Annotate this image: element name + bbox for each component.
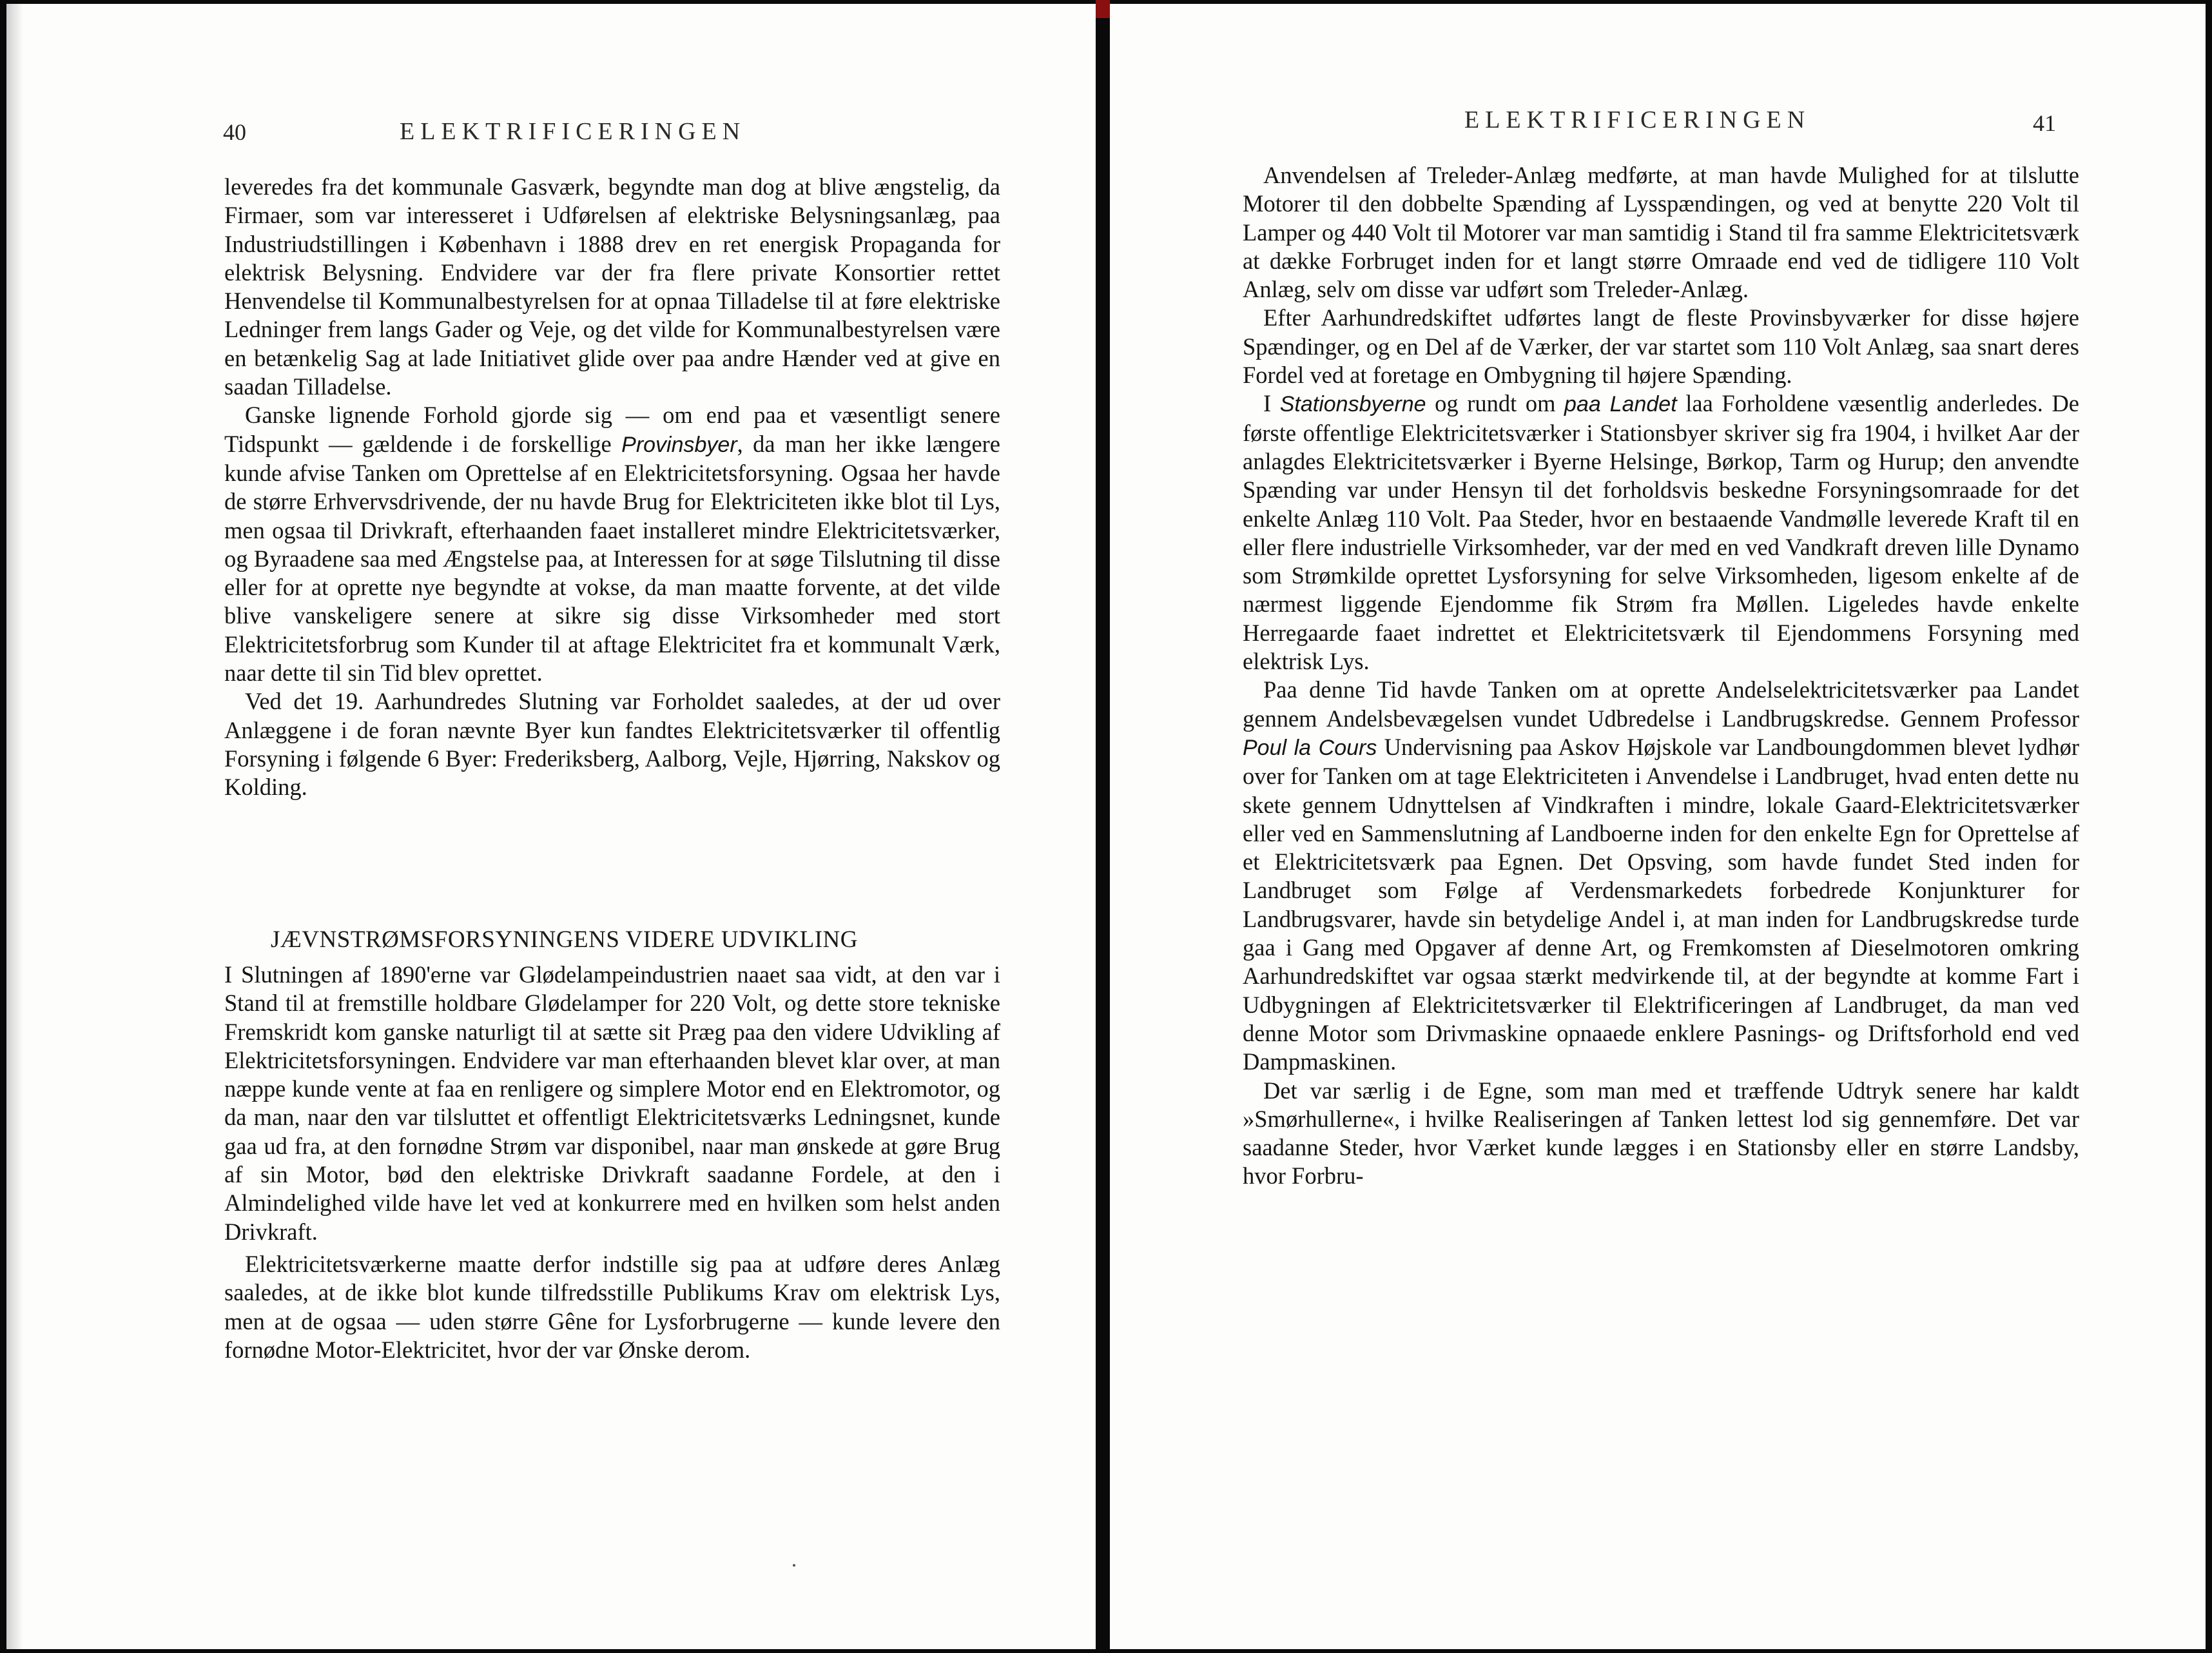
paragraph: I Slutningen af 1890'erne var Glødelampeindustrien naaet saa vidt, at den var i Stand til at fremstille holdbare Glødelamper for 220 Volt, og dette store tekniske Fremskridt kom ganske naturligt til at sætte sit Præg paa den videre Udvikling af Elektricitetsforsyningen. Endvidere var man efterhaanden blevet klar over, at man næppe kunde vente at faa en renligere og simplere Motor end en Elektromotor, og da man, naar den var tilsluttet et offentligt Elektricitetsværks Ledningsnet, kunde gaa ud fra, at den fornødne Strøm var disponibel, naar man ønskede at gøre Brug af sin Motor, bød den elektriske Drivkraft saadanne Fordele, at den i Almindelighed vilde have let ved at konkurrere med en hvilken som helst anden Drivkraft. (224, 961, 1000, 1245)
paragraph: Efter Aarhundredskiftet udførtes langt de fleste Provinsbyværker for disse højere Spændinger, og en Del af de Værker, der var startet som 110 Volt Anlæg, saa snart deres Fordel ved at foretage en Ombygning til højere Spænding. (1243, 304, 2079, 389)
left-page (6, 4, 1096, 1649)
emphasis: paa Landet (1564, 392, 1677, 417)
paragraph: Elektricitetsværkerne maatte derfor indstille sig paa at udføre deres Anlæg saaledes, at de ikke blot kunde tilfredsstille Publikums Krav om elektrisk Lys, men at de ogsaa — uden større Gêne for Lysforbrugerne — kunde levere den fornødne Motor-Elektricitet, hvor der var Ønske derom. (224, 1250, 1000, 1363)
page-number: 41 (2033, 110, 2056, 136)
paragraph: Ganske lignende Forhold gjorde sig — om end paa et væsentligt senere Tidspunkt — gældende i de forskellige Provinsbyer, da man her ikke længere kunde afvise Tanken om Oprettelse af en Elektricitetsforsyning. Ogsaa her havde de større Erhvervsdrivende, der nu havde Brug for Elektriciteten ikke blot til Lys, men ogsaa til Drivkraft, efterhaanden faaet installeret mindre Elektricitetsværker, og Byraadene saa med Ængstelse paa, at Interessen for at søge Tilslutning til disse eller for at oprette nye begyndte at vokse, da man maatte forvente, at det vilde blive vanskeligere senere at sikre sig disse Virksomheder med stort Elektricitetsforbrug som Kunder til at aftage Elektricitet fra et kommunalt Værk, naar dette til sin Tid blev oprettet. (224, 402, 1000, 687)
paragraph: Paa denne Tid havde Tanken om at oprette Andelselektricitetsværker paa Landet gennem Andelsbevægelsen vundet Udbredelse i Landbrugskredse. Gennem Professor Poul la Cours Undervisning paa Askov Højskole var Landboungdommen blevet lydhør over for Tanken om at tage Elektriciteten i Anvendelse i Landbruget, hvad enten dette nu skete gennem Udnyttelsen af Vindkraften i mindre, lokale Gaard-Elektricitetsværker eller ved en Sammenslutning af Landboerne inden for den enkelte Egn for Oprettelse af et Elektricitetsværk paa Egnen. Det Opsving, som havde fundet Sted inden for Landbruget som Følge af Verdensmarkedets forbedrede Konjunkturer for Landbrugsvarer, havde sin betydelige Andel i, at man inden for Landbrugskredse turde gaa i Gang med Opgaver af denne Art, og Fremkomsten af Dieselmotoren omkring Aarhundredskiftet var ogsaa stærkt medvirkende til, at der begyndte at komme Fart i Udbygningen af Elektricitetsværker til Elektrificeringen af Landbruget, da man ved denne Motor som Drivmaskine opnaaede enklere Pasnings- og Driftsforhold end ved Dampmaskinen. (1243, 676, 2079, 1075)
emphasis: Provinsbyer (621, 432, 737, 457)
paragraph: Det var særlig i de Egne, som man med et træffende Udtryk senere har kaldt »Smørhullerne«, i hvilke Realiseringen af Tanken lettest lod sig gennemføre. Det var saadanne Steder, hvor Værket kunde lægges i en Stationsby eller en større Landsby, hvor Forbru- (1243, 1077, 2079, 1189)
body-text (224, 961, 1000, 1364)
page-number: 40 (223, 119, 246, 145)
paragraph: Ved det 19. Aarhundredes Slutning var Forholdet saaledes, at der ud over Anlæggene i de foran nævnte Byer kun fandtes Elektricitetsværker til offentlig Forsyning i følgende 6 Byer: Frederiksberg, Aalborg, Vejle, Hjørring, Nakskov og Kolding. (224, 688, 1000, 801)
right-page (1110, 4, 2206, 1649)
speck (793, 1564, 795, 1567)
binding-edge (1096, 0, 1110, 18)
emphasis: Stationsbyerne (1279, 392, 1426, 417)
body-text (1243, 161, 2079, 1191)
running-head: ELEKTRIFICERINGEN (1464, 106, 1811, 133)
section-heading: JÆVNSTRØMSFORSYNINGENS VIDERE UDVIKLING (271, 926, 858, 953)
running-head: ELEKTRIFICERINGEN (400, 118, 746, 145)
paragraph: leveredes fra det kommunale Gasværk, begyndte man dog at blive ængstelig, da Firmaer, som var interesseret i Udførelsen af elektriske Belysningsanlæg, paa Industriudstillingen i København i 1888 drev en ret energisk Propaganda for elektrisk Belysning. Endvidere var der fra flere private Konsortier rettet Henvendelse til Kommunalbestyrelsen for at opnaa Tilladelse til at føre elektriske Ledninger frem langs Gader og Veje, og det vilde for Kommunalbestyrelsen være en betænkelig Sag at lade Initiativet glide over paa andre Hænder ved at give en saadan Tilladelse. (224, 173, 1000, 400)
paragraph: I Stationsbyerne og rundt om paa Landet laa Forholdene væsentlig anderledes. De første offentlige Elektricitetsværker i Stationsbyer skriver sig fra 1904, i hvilket Aar der anlagdes Elektricitetsværker i Byerne Helsinge, Børkop, Tarm og Hurup; den anvendte Spænding var under Hensyn til det forholdsvis beskedne Forsyningsomraade for det enkelte Anlæg 110 Volt. Paa Steder, hvor en bestaaende Vandmølle leverede Kraft til en eller flere industrielle Virksomheder, var der med en ved Vandkraft dreven lille Dynamo som Strømkilde oprettet Lysforsyning for selve Virksomheden, ligesom enkelte af de nærmest liggende Ejendomme fik Strøm fra Møllen. Ligeledes havde enkelte Herregaarde faaet indrettet et Elektricitetsværk til Ejendommens Forsyning med elektrisk Lys. (1243, 390, 2080, 675)
emphasis: Poul la Cours (1243, 735, 1377, 760)
paragraph: Anvendelsen af Treleder-Anlæg medførte, at man havde Mulighed for at tilslutte Motorer til den dobbelte Spænding af Lysspændingen, og ved at benytte 220 Volt til Lamper og 440 Volt til Motorer var man samtidig i Stand til fra samme Elektricitetsværk at dække Forbruget inden for et langt større Omraade end ved de tidligere 110 Volt Anlæg, selv om disse var udført som Treleder-Anlæg. (1243, 162, 2079, 303)
body-text (224, 173, 1000, 802)
